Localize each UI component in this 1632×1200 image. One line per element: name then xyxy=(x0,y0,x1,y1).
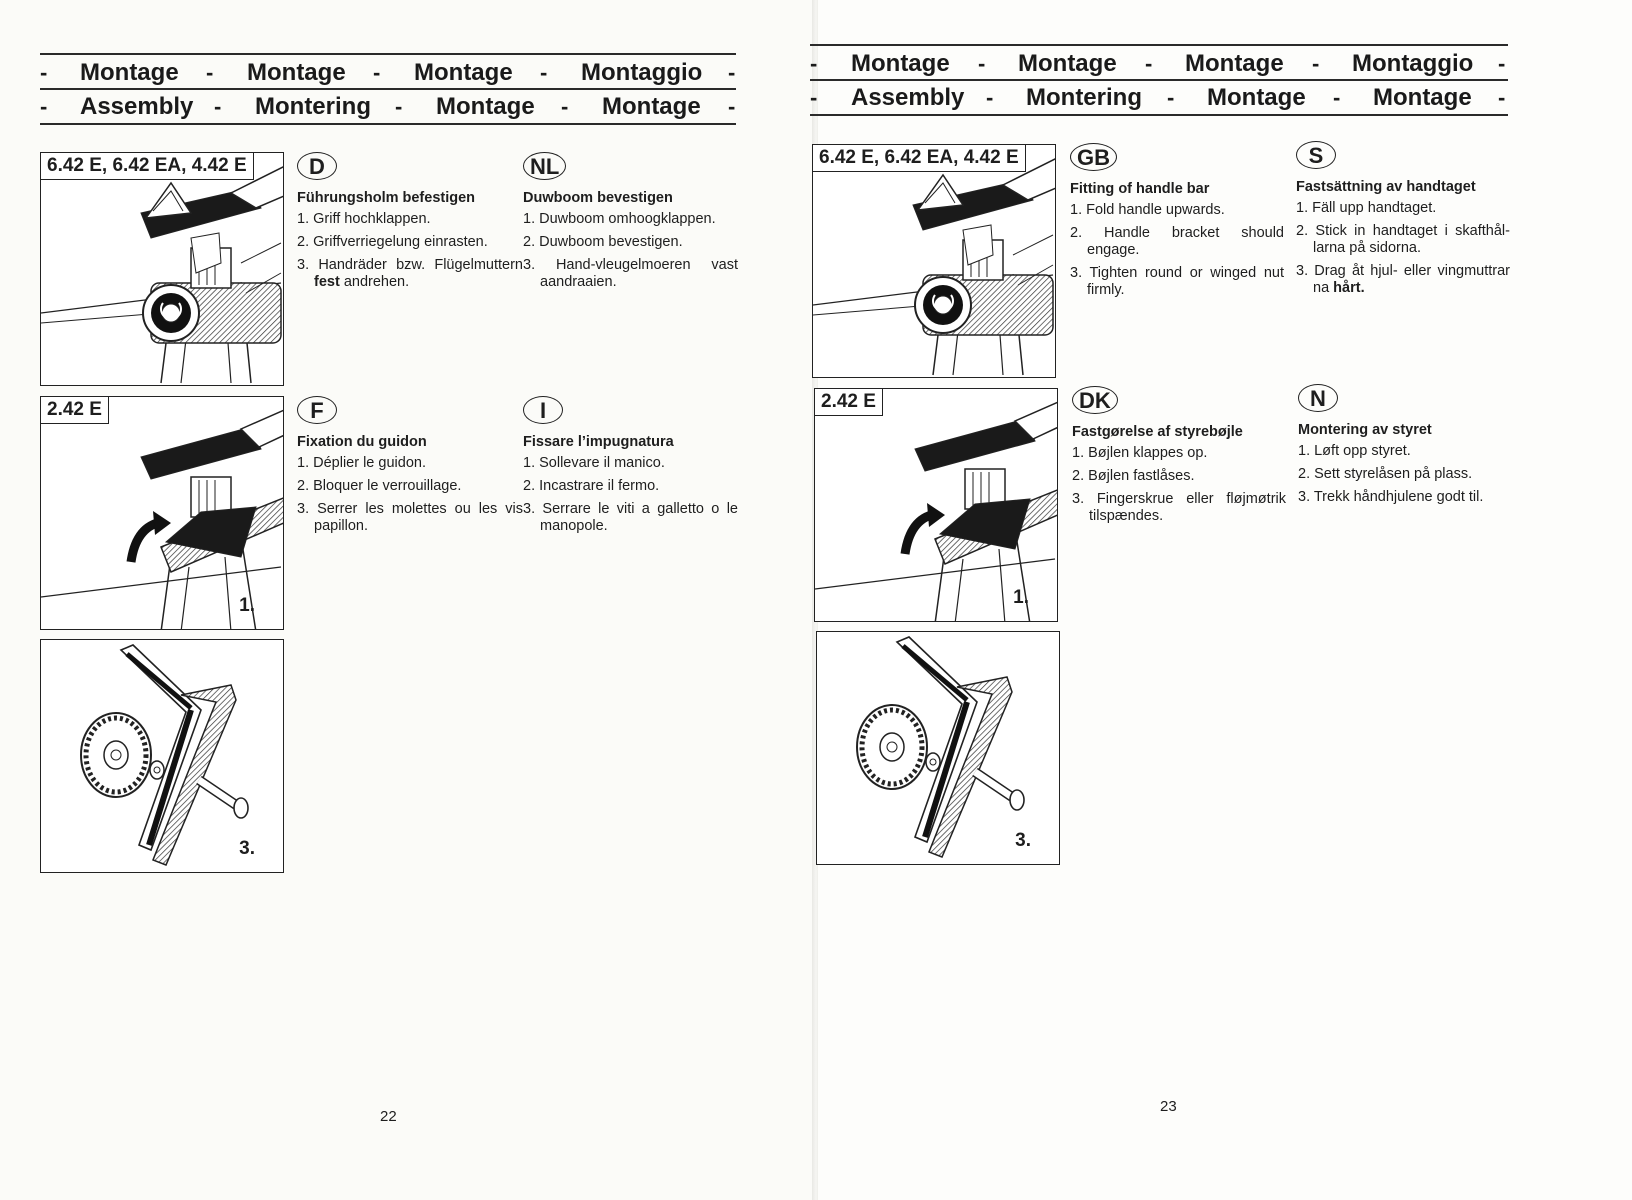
header-montaggio: Montaggio xyxy=(1352,50,1474,77)
figure-model-label-2: 2.42 E xyxy=(815,389,883,416)
lang-title-i: Fissare l’impugnatura xyxy=(523,434,674,450)
header-row-2: - Assembly - Montering - Montage - Montage - xyxy=(40,89,736,125)
step-2: 2. Duwboom bevestigen. xyxy=(523,234,683,250)
header-montaggio: Montaggio xyxy=(581,59,703,86)
header-montage-4: Montage xyxy=(436,93,535,120)
header-left xyxy=(40,53,736,125)
header-montage-3: Montage xyxy=(1185,50,1284,77)
lang-block-s xyxy=(1296,141,1510,303)
lang-block-gb xyxy=(1070,143,1284,305)
figure-step-3: 3. xyxy=(1015,830,1031,851)
lang-title-d: Führungsholm befestigen xyxy=(297,190,476,206)
figure-knob xyxy=(40,639,284,873)
step-3: 3. Handräder bzw. Flügelmuttern fest andrehen. xyxy=(297,257,523,290)
step-3: 3. Fingerskrue eller fløjmøtrik tilspændes. xyxy=(1072,491,1286,524)
handle-bracket-illustration xyxy=(813,145,1056,378)
lang-badge-nl: NL xyxy=(523,152,566,180)
page-number: 23 xyxy=(1160,1098,1177,1115)
lang-badge-dk: DK xyxy=(1072,386,1118,414)
lang-badge-s: S xyxy=(1296,141,1336,169)
step-3: 3. Drag åt hjul- eller vingmuttrar na hårt. xyxy=(1296,263,1510,296)
figure-model-label: 6.42 E, 6.42 EA, 4.42 E xyxy=(41,153,254,180)
step-2: 2. Bloquer le verrouillage. xyxy=(297,478,462,494)
page-number: 22 xyxy=(380,1108,397,1125)
lang-block-f xyxy=(297,396,523,541)
header-montage-3: Montage xyxy=(414,59,513,86)
header-montage-2: Montage xyxy=(247,59,346,86)
step-3: 3. Trekk håndhjulene godt til. xyxy=(1298,489,1484,505)
lang-title-nl: Duwboom bevestigen xyxy=(523,190,673,206)
lang-title-s: Fastsättning av handtaget xyxy=(1296,179,1476,195)
header-row-1: - Montage - Montage - Montage - Montaggio - xyxy=(40,55,736,91)
header-montage-5: Montage xyxy=(1373,84,1472,111)
lang-block-nl xyxy=(523,152,738,297)
lang-badge-f: F xyxy=(297,396,337,424)
header-assembly: Assembly xyxy=(851,84,965,111)
handle-bracket-illustration xyxy=(41,153,284,386)
step-1: 1. Sollevare il manico. xyxy=(523,455,665,471)
header-montering: Montering xyxy=(1026,84,1142,111)
header-montage-1: Montage xyxy=(851,50,950,77)
step-1: 1. Bøjlen klappes op. xyxy=(1072,445,1208,461)
figure-knob xyxy=(816,631,1060,865)
lang-badge-d: D xyxy=(297,152,337,180)
figure-model-label: 6.42 E, 6.42 EA, 4.42 E xyxy=(813,145,1026,172)
step-2: 2. Incastrare il fermo. xyxy=(523,478,660,494)
step-2: 2. Griffverriegelung einrasten. xyxy=(297,234,488,250)
step-2: 2. Sett styrelåsen på plass. xyxy=(1298,466,1473,482)
figure-step-1: 1. xyxy=(239,595,255,616)
figure-bracket-fold xyxy=(814,388,1058,622)
lang-badge-n: N xyxy=(1298,384,1338,412)
step-2: 2. Stick in handtaget i skafthål-larna på sidorna. xyxy=(1296,223,1510,256)
step-1: 1. Fäll upp handtaget. xyxy=(1296,200,1437,216)
figure-bracket-up xyxy=(40,152,284,386)
step-1: 1. Løft opp styret. xyxy=(1298,443,1411,459)
step-1: 1. Fold handle upwards. xyxy=(1070,202,1225,218)
step-1: 1. Duwboom omhoogklappen. xyxy=(523,211,716,227)
lang-block-d xyxy=(297,152,523,297)
step-3: 3. Serrer les molettes ou les vis papillon. xyxy=(297,501,523,534)
lang-title-n: Montering av styret xyxy=(1298,422,1432,438)
figure-bracket-up xyxy=(812,144,1056,378)
step-1: 1. Griff hochklappen. xyxy=(297,211,431,227)
header-row-1: - Montage - Montage - Montage - Montaggio - xyxy=(810,46,1508,82)
header-montage-2: Montage xyxy=(1018,50,1117,77)
lang-badge-gb: GB xyxy=(1070,143,1117,171)
lang-block-dk xyxy=(1072,386,1286,531)
figure-bracket-fold xyxy=(40,396,284,630)
step-3: 3. Tighten round or winged nut firmly. xyxy=(1070,265,1284,298)
step-2: 2. Bøjlen fastlåses. xyxy=(1072,468,1195,484)
header-row-2: - Assembly - Montering - Montage - Montage - xyxy=(810,80,1508,116)
header-montage-1: Montage xyxy=(80,59,179,86)
header-montage-5: Montage xyxy=(602,93,701,120)
lang-badge-i: I xyxy=(523,396,563,424)
figure-step-1: 1. xyxy=(1013,587,1029,608)
lang-block-i xyxy=(523,396,738,541)
header-assembly: Assembly xyxy=(80,93,194,120)
page-right xyxy=(810,0,1632,1200)
lang-title-f: Fixation du guidon xyxy=(297,434,427,450)
header-right xyxy=(810,44,1508,116)
lang-block-n xyxy=(1298,384,1512,512)
lang-title-gb: Fitting of handle bar xyxy=(1070,181,1210,197)
step-3: 3. Serrare le viti a galletto o le manopole. xyxy=(523,501,738,534)
figure-model-label-2: 2.42 E xyxy=(41,397,109,424)
lang-title-dk: Fastgørelse af styrebøjle xyxy=(1072,424,1243,440)
step-1: 1. Déplier le guidon. xyxy=(297,455,426,471)
figure-step-3: 3. xyxy=(239,838,255,859)
header-montering: Montering xyxy=(255,93,371,120)
step-2: 2. Handle bracket should engage. xyxy=(1070,225,1284,258)
header-montage-4: Montage xyxy=(1207,84,1306,111)
step-3: 3. Hand-vleugelmoeren vast aandraaien. xyxy=(523,257,738,290)
